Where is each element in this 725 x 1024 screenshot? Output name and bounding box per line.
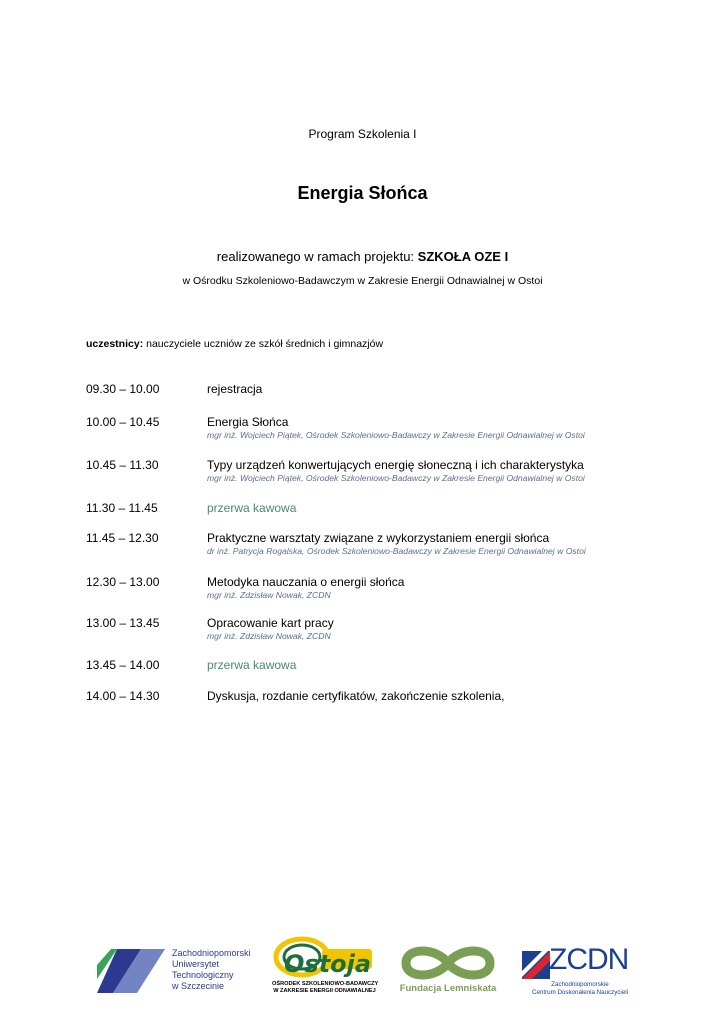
zcdn-logo [520, 943, 640, 999]
ostoja-wordmark: Ostoja [284, 950, 372, 978]
schedule-time: 13.00 – 13.45 [86, 616, 160, 630]
zcdn-emblem-icon [522, 951, 550, 979]
zut-logo [97, 945, 257, 1000]
infinity-icon [398, 945, 498, 981]
schedule-topic: Typy urządzeń konwertujących energię słoneczną i ich charakterystyka [207, 458, 584, 472]
participants-line [86, 338, 383, 350]
ostoja-logo [272, 935, 377, 1003]
lemniskata-name: Fundacja Lemniskata [399, 983, 497, 994]
zut-line: Zachodniopomorski [172, 948, 251, 958]
project-name: SZKOŁA OZE I [417, 249, 509, 264]
schedule-topic: Praktyczne warsztaty związane z wykorzystaniem energii słońca [207, 531, 550, 545]
zut-emblem-icon [97, 945, 169, 995]
schedule-topic: przerwa kawowa [207, 501, 297, 515]
zcdn-wordmark: ZCDN [549, 943, 629, 976]
page-title: Energia Słońca [297, 183, 428, 203]
schedule-time: 11.45 – 12.30 [86, 531, 159, 545]
venue-line: w Ośrodku Szkoleniowo-Badawczym w Zakresie Energii Odnawialnej w Ostoi [182, 275, 543, 287]
schedule-speaker: dr inż. Patrycja Rogalska, Ośrodek Szkoleniowo-Badawczy w Zakresie Energii Odnawialnej w Ostoi [207, 546, 586, 556]
schedule-speaker: mgr inż. Wojciech Piątek, Ośrodek Szkoleniowo-Badawczy w Zakresie Energii Odnawialnej w Ostoi [207, 473, 585, 483]
schedule-topic: Opracowanie kart pracy [207, 616, 334, 630]
lemniskata-logo [398, 945, 498, 1000]
zcdn-caption-line: Zachodniopomorskie [551, 981, 609, 988]
ostoja-caption-line: W ZAKRESIE ENERGII ODNAWIALNEJ [273, 988, 376, 994]
schedule-topic: Dyskusja, rozdanie certyfikatów, zakończenie szkolenia, [207, 689, 505, 703]
schedule-topic: Metodyka nauczania o energii słońca [207, 575, 405, 589]
schedule-time: 10.00 – 10.45 [86, 415, 160, 429]
sponsor-logos [0, 935, 725, 1005]
project-line [0, 249, 725, 264]
schedule-topic: Energia Słońca [207, 415, 289, 429]
schedule-time: 12.30 – 13.00 [86, 575, 160, 589]
zut-line: Uniwersytet [172, 959, 220, 969]
schedule-speaker: mgr inż. Wojciech Piątek, Ośrodek Szkoleniowo-Badawczy w Zakresie Energii Odnawialnej w Ostoi [207, 430, 585, 440]
schedule-topic: rejestracja [207, 382, 263, 396]
schedule-topic: przerwa kawowa [207, 658, 297, 672]
schedule-speaker: mgr inż. Zdzisław Nowak, ZCDN [207, 631, 331, 641]
zut-line: Technologiczny [172, 970, 234, 980]
schedule-time: 09.30 – 10.00 [86, 382, 160, 396]
participants-label: uczestnicy: [86, 338, 144, 350]
participants-text: nauczyciele uczniów ze szkół średnich i gimnazjów [143, 338, 384, 350]
zcdn-caption-line: Centrum Doskonalenia Nauczycieli [532, 989, 628, 996]
schedule-speaker: mgr inż. Zdzisław Nowak, ZCDN [207, 590, 331, 600]
zut-line: w Szczecinie [172, 981, 225, 991]
project-prefix: realizowanego w ramach projektu: [216, 249, 418, 264]
schedule-time: 11.30 – 11.45 [86, 501, 158, 515]
program-subtitle: Program Szkolenia I [308, 127, 417, 141]
schedule-time: 14.00 – 14.30 [86, 689, 160, 703]
schedule-time: 13.45 – 14.00 [86, 658, 160, 672]
schedule-time: 10.45 – 11.30 [86, 458, 159, 472]
ostoja-caption-line: OŚRODEK SZKOLENIOWO-BADAWCZY [272, 981, 379, 987]
